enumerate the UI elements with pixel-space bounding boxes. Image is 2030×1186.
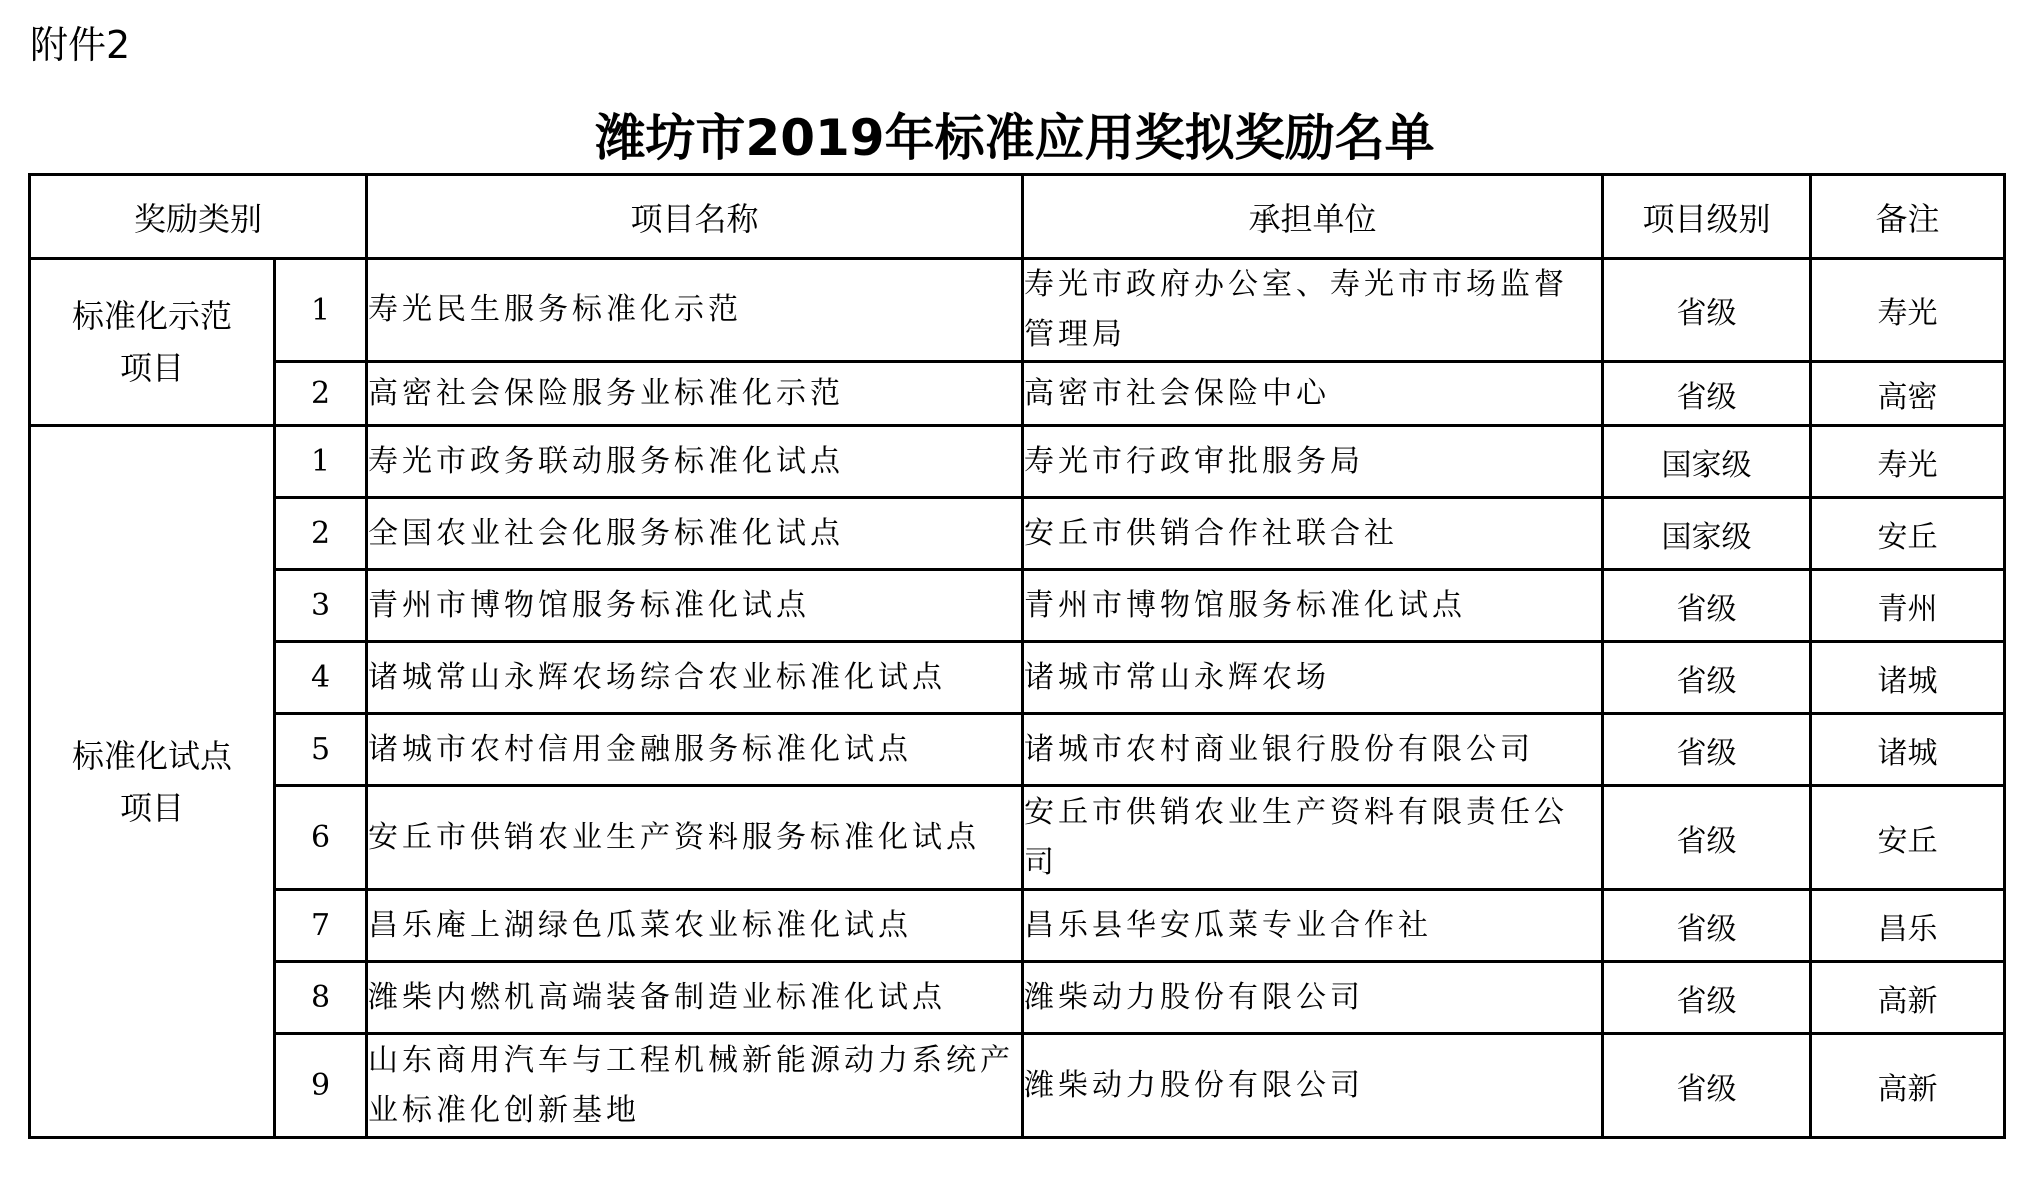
table-row	[30, 890, 2005, 962]
table-row	[30, 1034, 2005, 1138]
row-number: 1	[275, 259, 367, 362]
project-level: 省级	[1603, 890, 1811, 962]
header-project-name: 项目名称	[367, 175, 1023, 259]
project-name: 潍柴内燃机高端装备制造业标准化试点	[367, 962, 1023, 1034]
responsible-unit: 诸城市常山永辉农场	[1023, 642, 1603, 714]
project-level: 省级	[1603, 570, 1811, 642]
row-number: 8	[275, 962, 367, 1034]
project-name: 高密社会保险服务业标准化示范	[367, 362, 1023, 426]
project-name: 安丘市供销农业生产资料服务标准化试点	[367, 786, 1023, 890]
row-number: 3	[275, 570, 367, 642]
project-name: 全国农业社会化服务标准化试点	[367, 498, 1023, 570]
responsible-unit: 寿光市政府办公室、寿光市市场监督管理局	[1023, 259, 1603, 362]
row-number: 2	[275, 362, 367, 426]
table-row	[30, 426, 2005, 498]
table-row	[30, 498, 2005, 570]
project-name: 寿光民生服务标准化示范	[367, 259, 1023, 362]
table-row	[30, 786, 2005, 890]
responsible-unit: 诸城市农村商业银行股份有限公司	[1023, 714, 1603, 786]
award-table	[28, 173, 2006, 1139]
responsible-unit: 潍柴动力股份有限公司	[1023, 1034, 1603, 1138]
project-level: 省级	[1603, 962, 1811, 1034]
remark: 寿光	[1811, 259, 2005, 362]
responsible-unit: 高密市社会保险中心	[1023, 362, 1603, 426]
project-name: 诸城常山永辉农场综合农业标准化试点	[367, 642, 1023, 714]
attachment-label: 附件2	[30, 23, 131, 67]
document-title: 潍坊市2019年标准应用奖拟奖励名单	[595, 109, 1435, 167]
responsible-unit: 安丘市供销合作社联合社	[1023, 498, 1603, 570]
project-level: 国家级	[1603, 426, 1811, 498]
row-number: 1	[275, 426, 367, 498]
table-row	[30, 714, 2005, 786]
remark: 昌乐	[1811, 890, 2005, 962]
project-level: 省级	[1603, 642, 1811, 714]
table-row	[30, 962, 2005, 1034]
row-number: 9	[275, 1034, 367, 1138]
remark: 诸城	[1811, 714, 2005, 786]
project-name: 昌乐庵上湖绿色瓜菜农业标准化试点	[367, 890, 1023, 962]
row-number: 2	[275, 498, 367, 570]
responsible-unit: 安丘市供销农业生产资料有限责任公司	[1023, 786, 1603, 890]
project-name: 寿光市政务联动服务标准化试点	[367, 426, 1023, 498]
header-level: 项目级别	[1603, 175, 1811, 259]
remark: 寿光	[1811, 426, 2005, 498]
remark: 高新	[1811, 1034, 2005, 1138]
project-level: 国家级	[1603, 498, 1811, 570]
table-row	[30, 259, 2005, 362]
project-name: 诸城市农村信用金融服务标准化试点	[367, 714, 1023, 786]
project-level: 省级	[1603, 1034, 1811, 1138]
project-level: 省级	[1603, 362, 1811, 426]
responsible-unit: 潍柴动力股份有限公司	[1023, 962, 1603, 1034]
project-level: 省级	[1603, 259, 1811, 362]
row-number: 6	[275, 786, 367, 890]
remark: 诸城	[1811, 642, 2005, 714]
remark: 安丘	[1811, 786, 2005, 890]
header-unit: 承担单位	[1023, 175, 1603, 259]
category-cell: 标准化示范项目	[30, 259, 275, 426]
remark: 高新	[1811, 962, 2005, 1034]
responsible-unit: 青州市博物馆服务标准化试点	[1023, 570, 1603, 642]
project-name: 山东商用汽车与工程机械新能源动力系统产业标准化创新基地	[367, 1034, 1023, 1138]
table-row	[30, 362, 2005, 426]
row-number: 7	[275, 890, 367, 962]
remark: 青州	[1811, 570, 2005, 642]
project-level: 省级	[1603, 714, 1811, 786]
header-category: 奖励类别	[30, 175, 367, 259]
row-number: 4	[275, 642, 367, 714]
remark: 安丘	[1811, 498, 2005, 570]
project-level: 省级	[1603, 786, 1811, 890]
table-header-row	[30, 175, 2005, 259]
responsible-unit: 昌乐县华安瓜菜专业合作社	[1023, 890, 1603, 962]
row-number: 5	[275, 714, 367, 786]
table-row	[30, 570, 2005, 642]
responsible-unit: 寿光市行政审批服务局	[1023, 426, 1603, 498]
project-name: 青州市博物馆服务标准化试点	[367, 570, 1023, 642]
header-note: 备注	[1811, 175, 2005, 259]
table-row	[30, 642, 2005, 714]
category-cell: 标准化试点项目	[30, 426, 275, 1138]
remark: 高密	[1811, 362, 2005, 426]
